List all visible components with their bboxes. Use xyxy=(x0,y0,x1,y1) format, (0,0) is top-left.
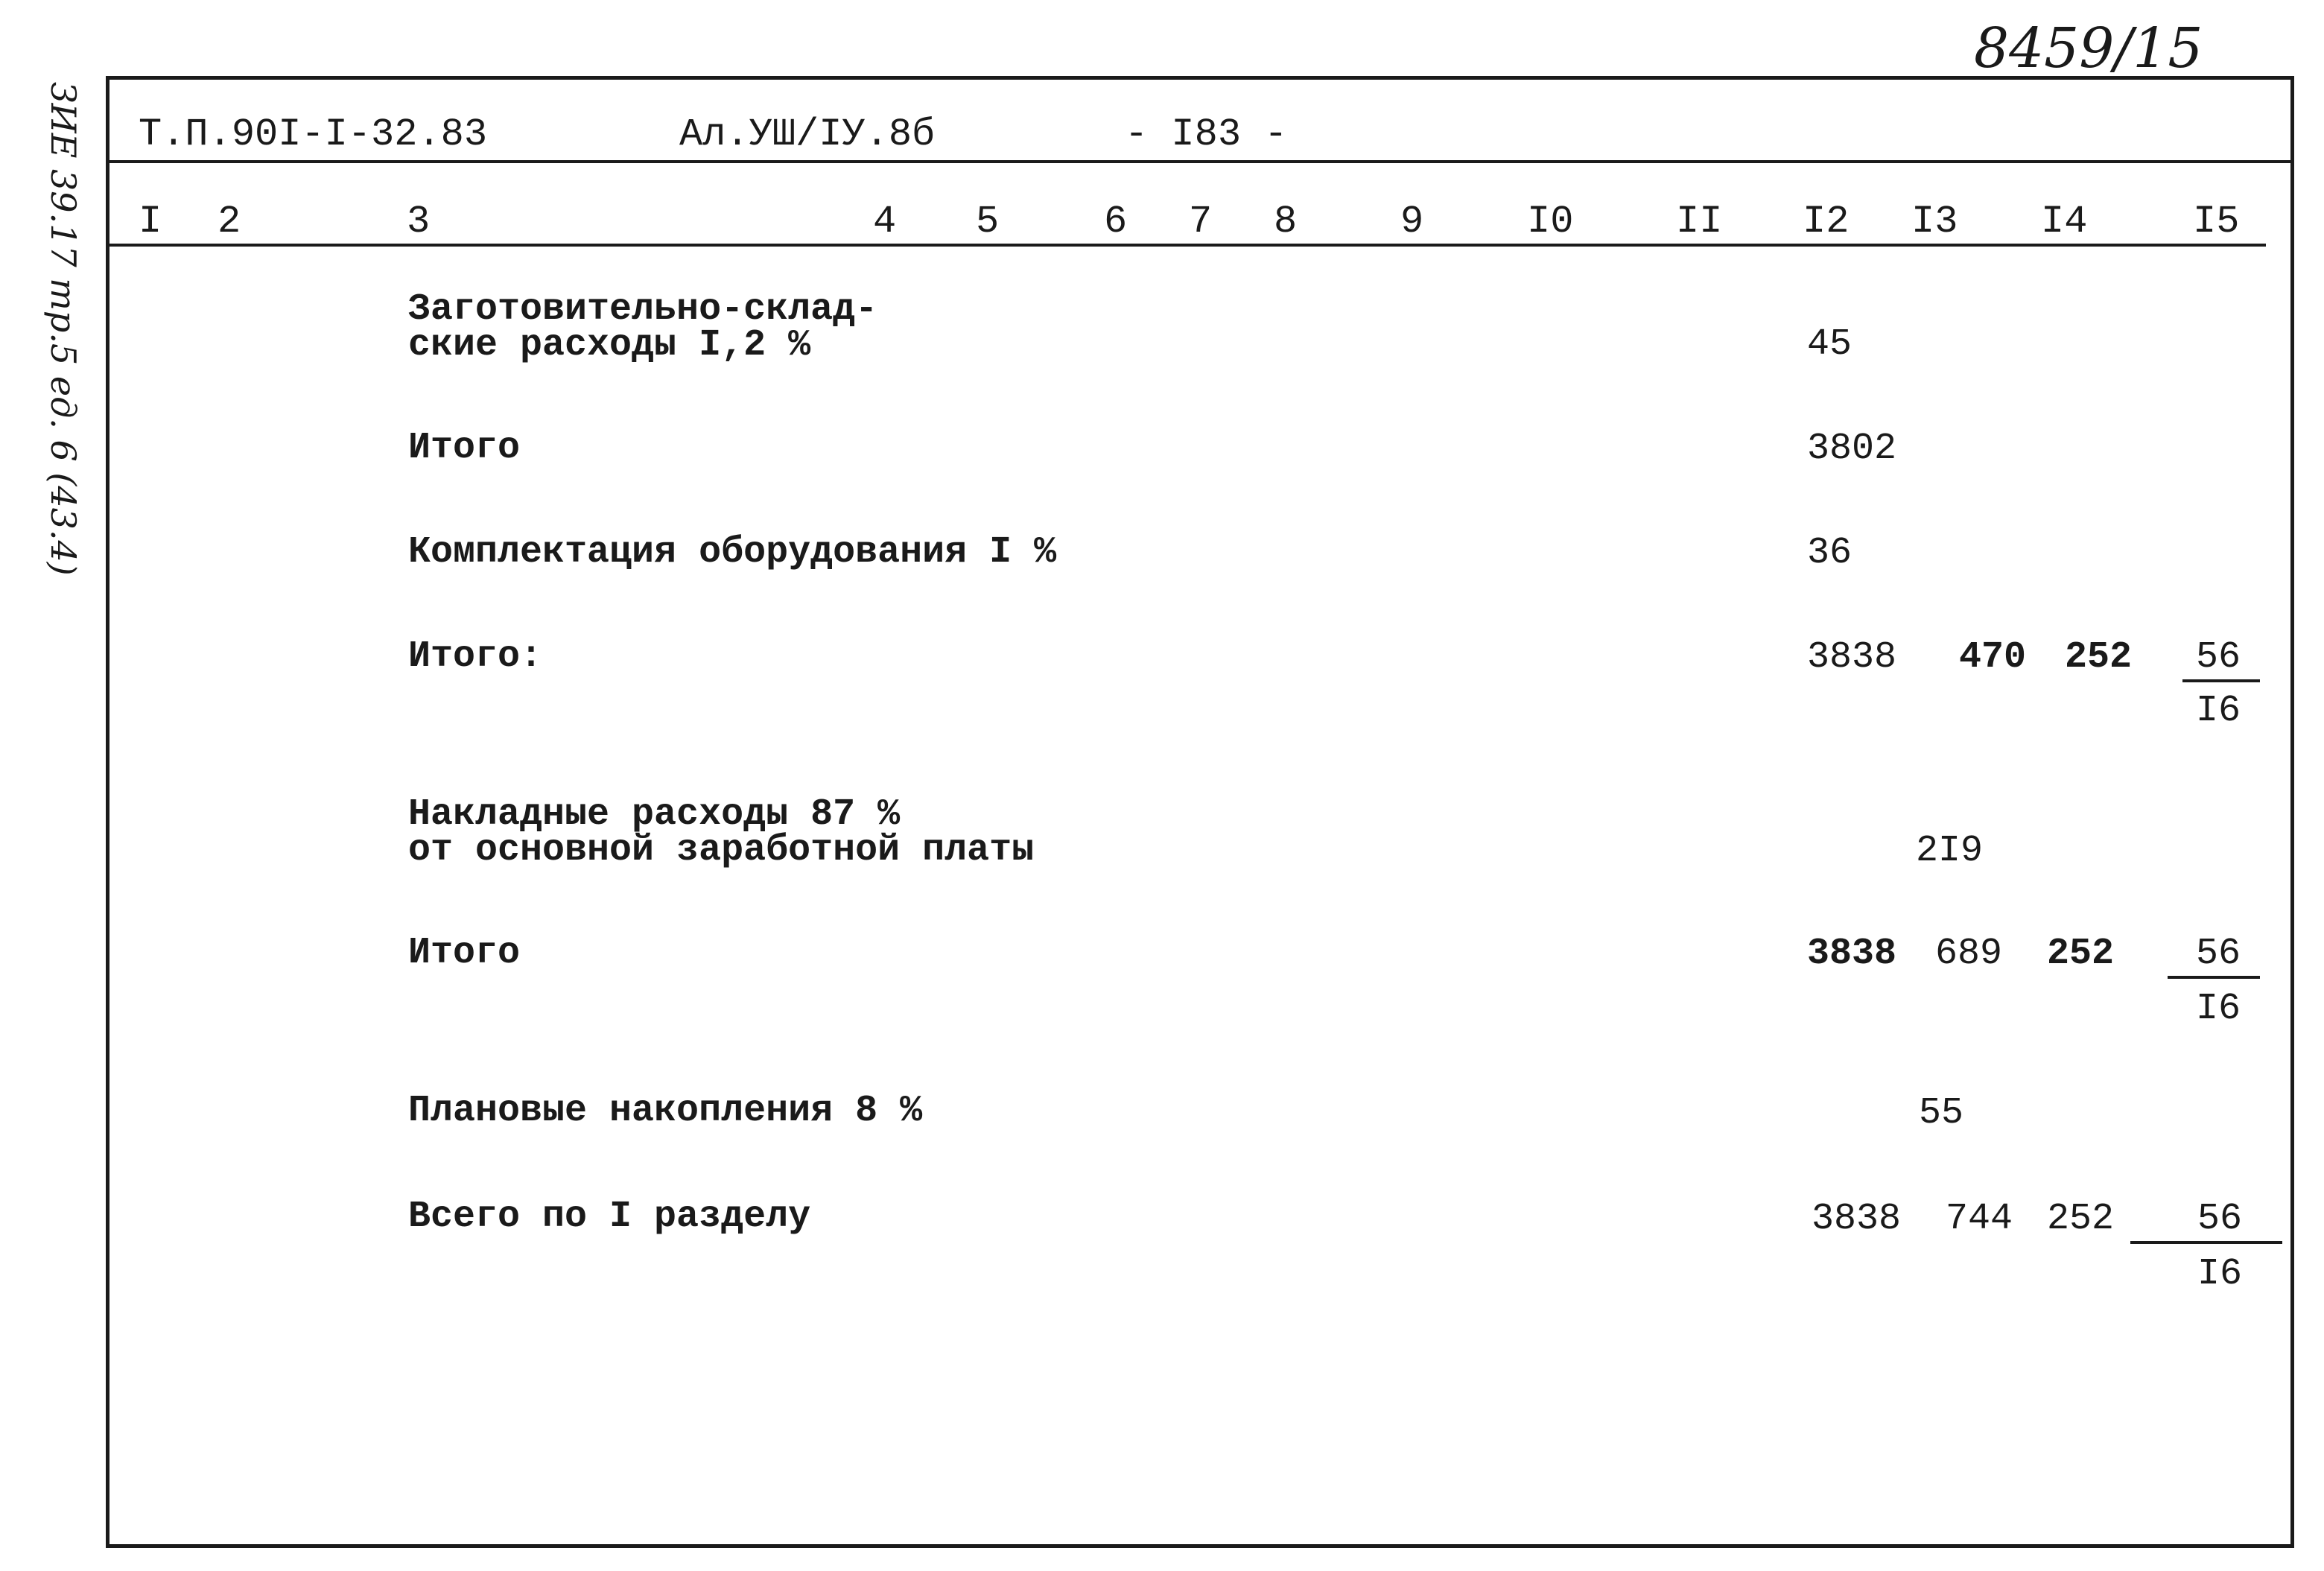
cell-col14: 252 xyxy=(2047,1198,2115,1240)
fraction-line xyxy=(2182,679,2260,682)
row-label: Плановые накопления 8 % xyxy=(408,1090,923,1132)
column-number: 2 xyxy=(218,200,241,244)
cell-col15-numerator: 56 xyxy=(2196,933,2241,975)
column-number: I0 xyxy=(1527,200,1574,244)
column-number: 5 xyxy=(976,200,1000,244)
column-number: I2 xyxy=(1803,200,1850,244)
cell-col13: 744 xyxy=(1946,1198,2013,1240)
fraction-line xyxy=(2168,976,2260,979)
cell-col12: 45 xyxy=(1807,323,1852,366)
album-number: Ал.УШ/IУ.8б xyxy=(679,112,936,156)
column-number: 6 xyxy=(1104,200,1128,244)
cell-col13: 2I9 xyxy=(1916,830,1984,872)
row-label: Накладные расходы 87 % от основной заработной платы xyxy=(408,793,1035,872)
column-number: 7 xyxy=(1189,200,1213,244)
cell-col12: 3838 xyxy=(1807,933,1897,975)
cell-col12: 36 xyxy=(1807,532,1852,574)
cell-col15-numerator: 56 xyxy=(2196,636,2241,679)
column-number: 4 xyxy=(873,200,897,244)
column-number: 9 xyxy=(1400,200,1424,244)
cell-col14: 252 xyxy=(2065,636,2133,679)
column-number: I4 xyxy=(2041,200,2088,244)
margin-stamp-text: ЗИЕ 39.17 тр.5 ед. 6 (43.4) xyxy=(43,82,83,576)
column-number: 8 xyxy=(1274,200,1298,244)
cell-col14: 252 xyxy=(2047,933,2115,975)
row-label: Всего по I разделу xyxy=(408,1196,811,1238)
page-number: - I83 - xyxy=(1125,112,1288,156)
cell-col15-denominator: I6 xyxy=(2196,690,2241,732)
column-number: 3 xyxy=(407,200,431,244)
row-label: Заготовительно-склад- ские расходы I,2 % xyxy=(408,288,878,366)
cell-col12: 3802 xyxy=(1807,428,1897,470)
cell-col12: 3838 xyxy=(1807,636,1897,679)
cell-col15-numerator: 56 xyxy=(2197,1198,2243,1240)
column-number: I3 xyxy=(1911,200,1958,244)
column-number: II xyxy=(1676,200,1723,244)
row-label: Итого: xyxy=(408,635,543,678)
cell-col13: 470 xyxy=(1959,636,2027,679)
cell-col12: 3838 xyxy=(1812,1198,1902,1240)
column-number: I5 xyxy=(2193,200,2240,244)
cell-col15-denominator: I6 xyxy=(2196,988,2241,1030)
cell-col13: 689 xyxy=(1935,933,2003,975)
cell-col13: 55 xyxy=(1919,1092,1964,1134)
column-number: I xyxy=(139,200,162,244)
fraction-line xyxy=(2130,1241,2282,1244)
column-header-divider xyxy=(106,244,2266,247)
handwritten-number: 8459/15 xyxy=(1974,16,2203,80)
margin-stamp xyxy=(22,82,97,603)
row-label: Комплектация оборудования I % xyxy=(408,531,1057,574)
doc-code: Т.П.90I-I-32.83 xyxy=(139,112,488,156)
row-label: Итого xyxy=(408,932,521,974)
cell-col15-denominator: I6 xyxy=(2197,1253,2243,1295)
row-label: Итого xyxy=(408,427,521,469)
header-divider xyxy=(106,160,2294,163)
